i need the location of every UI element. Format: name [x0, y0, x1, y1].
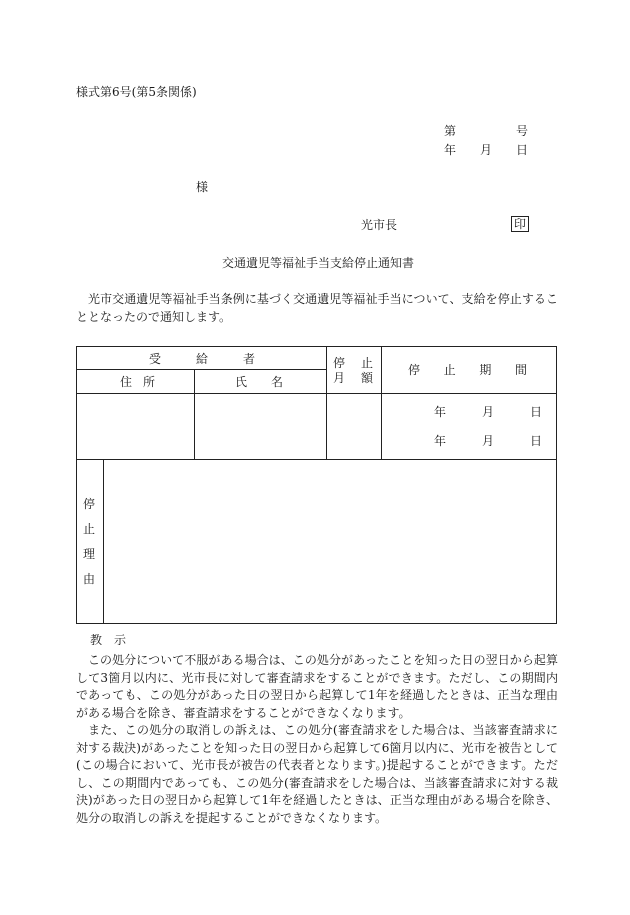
amount-header-line2: [333, 372, 373, 384]
document-number-suffix: 号: [516, 124, 529, 138]
recipient-honorific: 様: [196, 180, 209, 194]
amount-header-line1: [333, 357, 373, 369]
recipient-table: [76, 346, 557, 624]
sender-title: 光市長: [361, 218, 398, 232]
table-line: [77, 369, 326, 370]
recipient-header: [149, 353, 255, 365]
seal-mark: [511, 216, 529, 232]
period-year: 年: [434, 434, 447, 448]
date-month: 月: [480, 143, 493, 157]
notice-paragraph: この処分について不服がある場合は、この処分があったことを知った日の翌日から起算して3箇月以内に、光市長に対して審査請求をすることができます。ただし、この期間内であっても、この処分があった日の翌日から起算して1年を経過したときは、正当な理由がある場合を除き、審査請求をすることができなくなります。: [76, 653, 558, 720]
period-end-date: [434, 435, 542, 447]
recipient-header-char: 者: [242, 352, 255, 366]
notice-heading: 教 示: [90, 633, 127, 647]
period-day: 日: [529, 434, 542, 448]
period-month: 月: [481, 434, 494, 448]
notice-body: [76, 652, 558, 827]
seal-label: 印: [511, 216, 529, 232]
table-line: [326, 347, 327, 459]
reason-label-char: 由: [82, 572, 95, 586]
amount-header-char: 月: [333, 371, 346, 385]
address-header-char: 所: [142, 375, 155, 389]
name-header-char: 名: [270, 375, 283, 389]
table-line: [381, 347, 382, 459]
recipient-header-char: 受: [149, 352, 162, 366]
period-header-char: 停: [408, 363, 421, 377]
recipient-header-char: 給: [195, 352, 208, 366]
amount-header-char: 停: [333, 356, 346, 370]
date-year: 年: [444, 143, 457, 157]
period-header-char: 止: [443, 363, 456, 377]
reason-label-char: 止: [82, 522, 95, 536]
address-header: [120, 376, 155, 388]
document-number-prefix: 第: [444, 124, 457, 138]
document-body: 光市交通遺児等福祉手当条例に基づく交通遺児等福祉手当について、支給を停止することとなったので通知します。: [76, 292, 558, 324]
period-year: 年: [434, 405, 447, 419]
period-header: [408, 364, 527, 376]
reason-label: [82, 492, 96, 592]
table-line: [194, 369, 195, 459]
reason-label-char: 停: [82, 497, 95, 511]
period-day: 日: [529, 405, 542, 419]
reason-label-char: 理: [82, 547, 95, 561]
table-line: [103, 459, 104, 623]
document-title: 交通遺児等福祉手当支給停止通知書: [222, 256, 415, 270]
date-day: 日: [516, 143, 529, 157]
period-month: 月: [481, 405, 494, 419]
form-label: 様式第6号(第5条関係): [76, 85, 197, 99]
amount-header-char: 止: [360, 356, 373, 370]
table-line: [77, 459, 556, 460]
period-header-char: 期: [479, 363, 492, 377]
period-header-char: 間: [514, 363, 527, 377]
notice-paragraph: また、この処分の取消しの訴えは、この処分(審査請求をした場合は、当該審査請求に対する裁決)があったことを知った日の翌日から起算して6箇月以内に、光市を被告として(この場合において、光市長が被告の代表者となります。)提起することができます。ただし、この期間内であっても、この処分(審査請求をした場合は、当該審査請求に対する裁決)があった日の翌日から起算して1年を経過したときは、正当な理由がある場合を除き、処分の取消しの訴えを提起することができなくなります。: [76, 723, 558, 825]
amount-header-char: 額: [360, 371, 373, 385]
address-header-char: 住: [120, 375, 133, 389]
name-header-char: 氏: [235, 375, 248, 389]
name-header: [235, 376, 283, 388]
period-start-date: [434, 406, 542, 418]
table-line: [77, 393, 556, 394]
